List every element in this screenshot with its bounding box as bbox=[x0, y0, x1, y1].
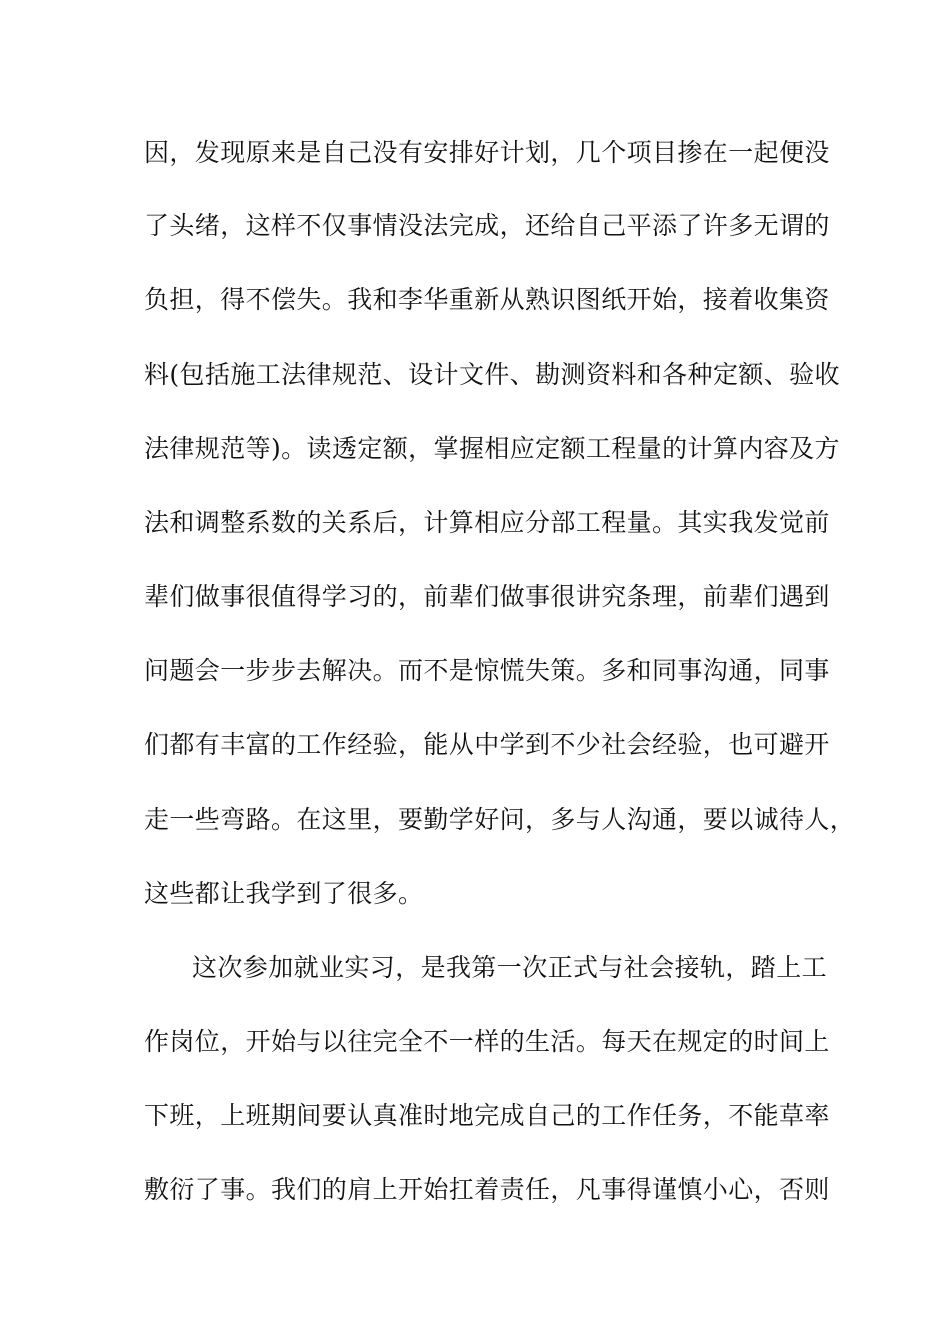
text-line: 走一些弯路。在这里，要勤学好问，多与人沟通，要以诚待人， bbox=[144, 805, 856, 834]
text-line: 这次参加就业实习，是我第一次正式与社会接轨，踏上工 bbox=[192, 953, 828, 982]
text-line: 料(包括施工法律规范、设计文件、勘测资料和各种定额、验收 bbox=[144, 360, 840, 389]
text-line: 法和调整系数的关系后，计算相应分部工程量。其实我发觉前 bbox=[144, 508, 830, 537]
text-line: 敷衍了事。我们的肩上开始扛着责任，凡事得谨慎小心，否则 bbox=[144, 1175, 830, 1204]
text-line: 负担，得不偿失。我和李华重新从熟识图纸开始，接着收集资 bbox=[144, 285, 830, 314]
text-line: 作岗位，开始与以往完全不一样的生活。每天在规定的时间上 bbox=[144, 1027, 830, 1056]
text-line: 下班，上班期间要认真准时地完成自己的工作任务，不能草率 bbox=[144, 1101, 830, 1130]
text-line: 这些都让我学到了很多。 bbox=[144, 879, 424, 908]
text-line: 问题会一步步去解决。而不是惊慌失策。多和同事沟通，同事 bbox=[144, 656, 830, 685]
text-line: 了头绪，这样不仅事情没法完成，还给自己平添了许多无谓的 bbox=[144, 211, 830, 240]
text-line: 因，发现原来是自己没有安排好计划，几个项目掺在一起便没 bbox=[144, 138, 830, 167]
text-line: 们都有丰富的工作经验，能从中学到不少社会经验，也可避开 bbox=[144, 730, 830, 759]
text-line: 法律规范等)。读透定额，掌握相应定额工程量的计算内容及方 bbox=[144, 434, 840, 463]
text-line: 辈们做事很值得学习的，前辈们做事很讲究条理，前辈们遇到 bbox=[144, 582, 830, 611]
